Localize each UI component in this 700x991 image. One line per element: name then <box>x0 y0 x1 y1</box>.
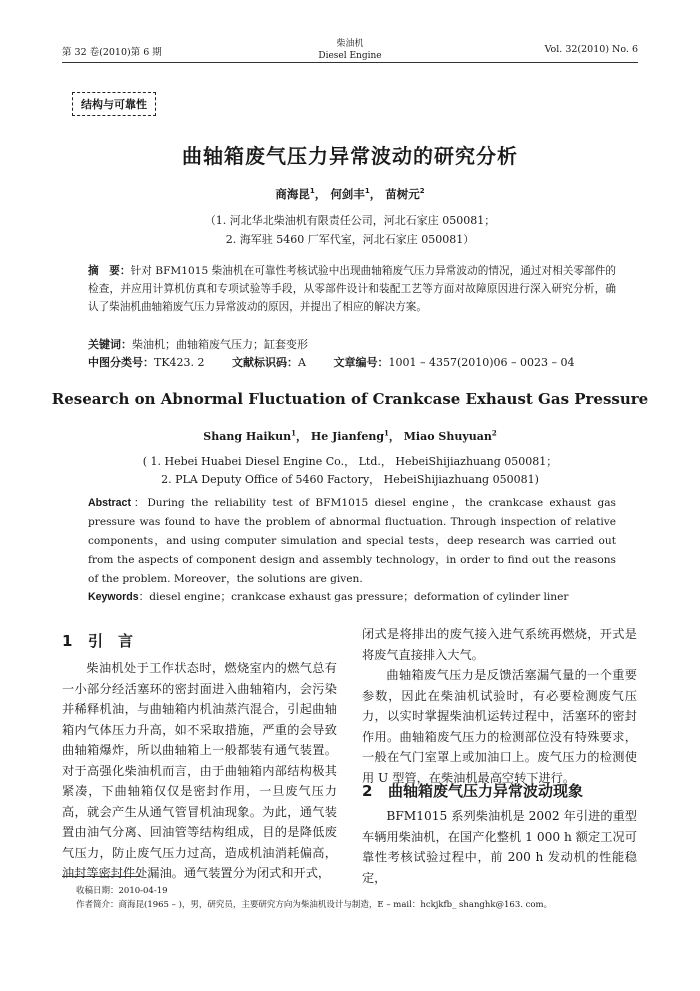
keywords-cn-label: 关键词： <box>88 338 132 351</box>
author-affiliation-mark: 2 <box>419 187 425 196</box>
section-tag: 结构与可靠性 <box>72 92 156 116</box>
paper-title-en: Research on Abnormal Fluctuation of Crankcase Exhaust Gas Pressure <box>51 390 649 408</box>
right-column <box>362 624 637 788</box>
abstract-en-label: Abstract <box>88 497 131 509</box>
authors-cn: 商海昆$^1$， 何剑丰$^1$， 苗树元$^2$ <box>275 187 425 201</box>
author-affiliation-mark: 1 <box>309 187 315 196</box>
article-no-value: 1001 – 4357(2010)06 – 0023 – 04 <box>388 356 575 369</box>
affiliation-cn-1: （1. 河北华北柴油机有限责任公司，河北石家庄 050081； <box>204 214 496 227</box>
section-title: 引 言 <box>88 632 134 650</box>
section-heading-introduction <box>62 630 133 651</box>
left-column <box>62 658 337 884</box>
keywords-en <box>88 588 616 607</box>
classification-line <box>88 354 575 370</box>
section-number: 2 <box>362 782 373 800</box>
author-name: 商海昆 <box>275 187 310 201</box>
body-paragraph: 闭式是将排出的废气接入进气系统再燃烧，开式是将废气直接排入大气。 <box>362 627 637 662</box>
running-header-right: Vol. 32(2010) No. 6 <box>544 44 638 55</box>
author-name: He Jianfeng <box>310 430 385 443</box>
abstract-en <box>88 494 616 589</box>
journal-name-en: Diesel Engine <box>318 51 382 61</box>
affiliation-en-2: 2. PLA Deputy Office of 5460 Factory， HebeiShijiazhuang 050081) <box>161 473 539 486</box>
authors-en: Shang Haikun$^1$， He Jianfeng$^1$， Miao Shuyuan$^2$ <box>203 428 497 443</box>
clc-label: 中图分类号： <box>88 356 154 369</box>
header-rule <box>62 62 638 63</box>
abstract-cn-label: 摘 要： <box>88 265 131 277</box>
running-header-left: 第 32 卷(2010)第 6 期 <box>62 47 162 58</box>
abstract-en-text: ：During the reliability test of BFM1015 diesel engine，the crankcase exhaust gas pressure was found to have the problem of abnormal fluctuation. Through inspection of relative components，and using computer simulation and special tests，deep research was carried out from the aspects of component design and assembly technology，in order to find out the reasons of the problem. Moreover，the solutions are given. <box>88 497 616 585</box>
clc-value: TK423. 2 <box>154 356 205 369</box>
doc-code-label: 文献标识码： <box>232 356 299 369</box>
body-paragraph: 柴油机处于工作状态时，燃烧室内的燃气总有一小部分经活塞环的密封面进入曲轴箱内，会污染并稀释机油，与曲轴箱内机油蒸汽混合，引起曲轴箱内气体压力升高，如不采取措施，严重的会导致曲轴箱爆炸，所以曲轴箱上一般都装有通气装置。对于高强化柴油机而言，由于曲轴箱内部结构极其紧凑，下曲轴箱仅仅是密封作用，一旦废气压力高，就会产生从通气管冒机油现象。为此，通气装置由油气分离、回油管等结构组成，目的是降低废气压力，防止废气压力过高，造成机油消耗偏高，油封等密封件处漏油。通气装置分为闭式和开式， <box>62 661 337 880</box>
section-title: 曲轴箱废气压力异常波动现象 <box>388 782 584 800</box>
footnote-received: 收稿日期：2010-04-19 <box>76 886 168 896</box>
author-affiliation-mark: 1 <box>384 428 389 438</box>
section-number: 1 <box>62 632 73 650</box>
author-name: Miao Shuyuan <box>403 430 492 443</box>
author-name: Shang Haikun <box>203 430 292 443</box>
keywords-cn-text: 柴油机；曲轴箱废气压力；缸套变形 <box>132 338 308 351</box>
article-no-label: 文章编号： <box>333 356 389 369</box>
right-column-section2 <box>362 806 637 888</box>
journal-name-cn: 柴油机 <box>336 39 364 49</box>
keywords-en-label: Keywords <box>88 591 139 603</box>
author-name: 苗树元 <box>385 187 420 201</box>
body-paragraph: 曲轴箱废气压力是反馈活塞漏气量的一个重要参数，因此在柴油机试验时，有必要检测废气压力，以实时掌握柴油机运转过程中，活塞环的密封作用。曲轴箱废气压力的检测部位没有特殊要求，一般在气门室罩上或加油口上。废气压力的检测使用 U 型管，在柴油机最高空转下进行。 <box>362 668 637 785</box>
abstract-cn <box>88 262 616 316</box>
keywords-cn <box>88 336 308 352</box>
keywords-en-text: ：diesel engine；crankcase exhaust gas pressure；deformation of cylinder liner <box>138 591 569 603</box>
author-affiliation-mark: 2 <box>491 428 497 438</box>
affiliation-cn-2: 2. 海军驻 5460 厂军代室，河北石家庄 050081） <box>225 233 475 246</box>
paper-title-cn: 曲轴箱废气压力异常波动的研究分析 <box>182 144 518 168</box>
running-header-journal <box>300 38 400 62</box>
affiliation-en-1: ( 1. Hebei Huabei Diesel Engine Co.， Ltd.， HebeiShijiazhuang 050081； <box>142 455 558 468</box>
author-affiliation-mark: 1 <box>364 187 370 196</box>
section-heading-abnormal-fluctuation <box>362 780 583 801</box>
author-name: 何剑丰 <box>330 187 365 201</box>
abstract-cn-text: 针对 BFM1015 柴油机在可靠性考核试验中出现曲轴箱废气压力异常波动的情况，通过对相关零部件的检查，并应用计算机仿真和专项试验等手段，从零部件设计和装配工艺等方面对故障原因进行深入研究分析，确认了柴油机曲轴箱废气压力异常波动的原因，并提出了相应的解决方案。 <box>88 265 616 313</box>
doc-code-value: A <box>298 356 306 369</box>
author-affiliation-mark: 1 <box>291 428 297 438</box>
footnote-rule <box>62 876 140 877</box>
body-paragraph: BFM1015 系列柴油机是 2002 年引进的重型车辆用柴油机，在国产化整机 1 000 h 额定工况可靠性考核试验过程中，前 200 h 发动机的性能稳定， <box>362 809 637 885</box>
footnote-author: 作者简介：商海昆(1965 – )，男，研究员，主要研究方向为柴油机设计与制造，E – mail：hckjkfb_ shanghk@163. com。 <box>76 900 553 910</box>
